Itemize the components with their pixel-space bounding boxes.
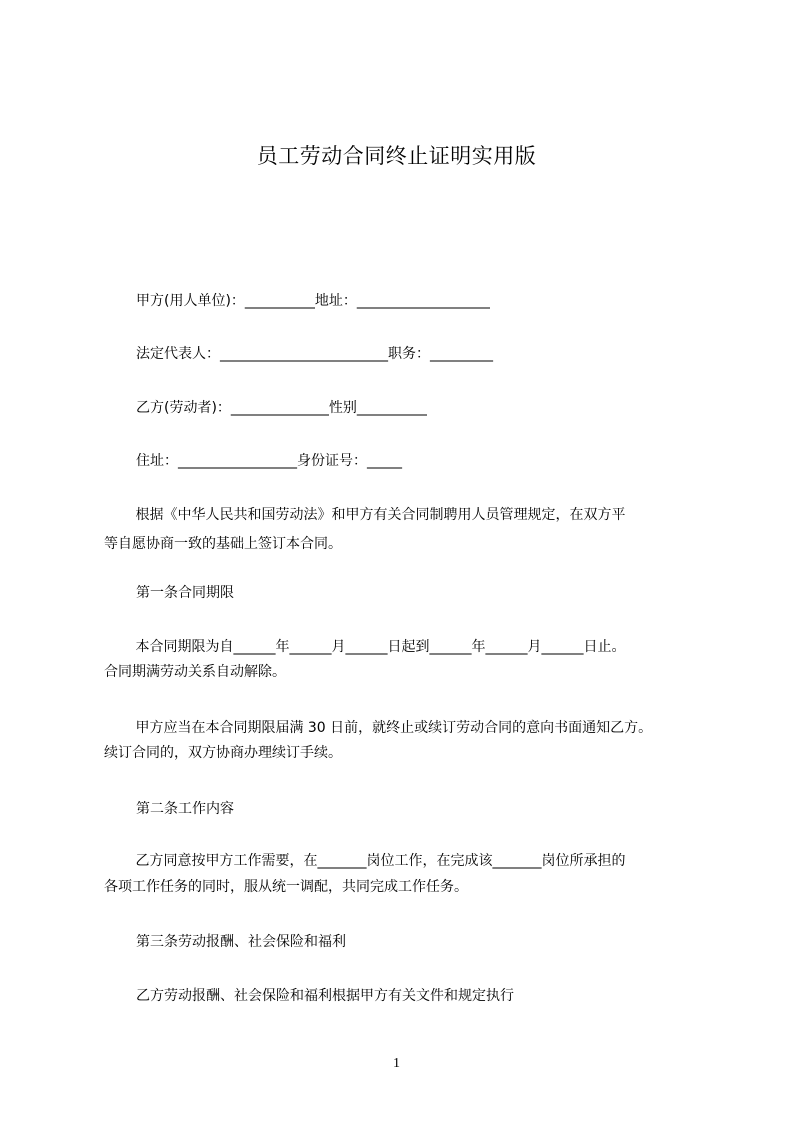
address-id-field: 住址：_________________身份证号：_____ (136, 453, 402, 469)
article-2-para-line-2: 各项工作任务的同时，服从统一调配，共同完成工作任务。 (104, 879, 468, 895)
article-1-para-1-line-1: 本合同期限为自______年______月______日起到______年______月______日止。 (131, 639, 626, 655)
article-1-heading: 第一条合同期限 (136, 585, 234, 601)
preamble-line-1: 根据《中华人民共和国劳动法》和甲方有关合同制聘用人员管理规定，在双方平 (131, 507, 626, 523)
article-1-para-1-line-2: 合同期满劳动关系自动解除。 (104, 664, 286, 680)
article-3-heading: 第三条劳动报酬、社会保险和福利 (136, 934, 346, 950)
page-number: 1 (393, 1056, 400, 1071)
article-3-para: 乙方劳动报酬、社会保险和福利根据甲方有关文件和规定执行 (136, 988, 514, 1004)
party-b-worker-field: 乙方(劳动者)：______________性别__________ (136, 400, 427, 416)
preamble-line-2: 等自愿协商一致的基础上签订本合同。 (104, 536, 342, 552)
article-1-para-2-line-2: 续订合同的，双方协商办理续订手续。 (104, 745, 342, 761)
legal-representative-field: 法定代表人：________________________职务：_________ (136, 346, 493, 362)
article-2-para-line-1: 乙方同意按甲方工作需要，在_______岗位工作，在完成该_______岗位所承担的 (131, 853, 626, 869)
article-1-para-2-line-1: 甲方应当在本合同期限届满 30 日前，就终止或续订劳动合同的意向书面通知乙方。 (131, 720, 653, 736)
document-title: 员工劳动合同终止证明实用版 (256, 144, 537, 168)
article-2-heading: 第二条工作内容 (136, 801, 234, 817)
party-a-employer-field: 甲方(用人单位)：__________地址：___________________ (136, 293, 490, 309)
